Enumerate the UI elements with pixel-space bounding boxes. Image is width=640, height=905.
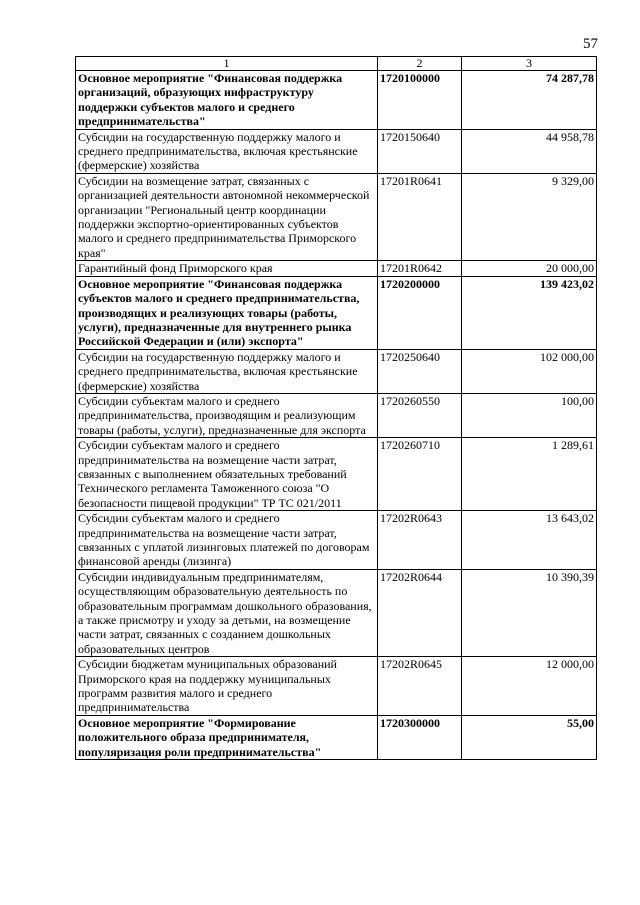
- row-amount: 55,00: [462, 715, 597, 759]
- row-name: Основное мероприятие "Финансовая поддержка субъектов малого и среднего предпринимательства, производящих и реализующих товары (работы, услуги), предназначенные для внутреннего рынка Российской Федерации и (или) экспорта": [76, 276, 378, 349]
- table-row: [76, 438, 597, 511]
- table-row: [76, 511, 597, 570]
- row-code: 1720260710: [378, 438, 462, 511]
- table-row-main-activity: [76, 276, 597, 349]
- row-code: 1720100000: [378, 71, 462, 130]
- row-name: Субсидии бюджетам муниципальных образований Приморского края на поддержку муниципальных программ развития малого и среднего предпринимательства: [76, 657, 378, 716]
- row-code: 1720250640: [378, 349, 462, 393]
- row-amount: 13 643,02: [462, 511, 597, 570]
- table-row: [76, 349, 597, 393]
- row-amount: 139 423,02: [462, 276, 597, 349]
- row-amount: 102 000,00: [462, 349, 597, 393]
- row-amount: 12 000,00: [462, 657, 597, 716]
- row-name: Основное мероприятие "Формирование положительного образа предпринимателя, популяризация роли предпринимательства": [76, 715, 378, 759]
- row-name: Субсидии субъектам малого и среднего предпринимательства на возмещение части затрат, связанных с уплатой лизинговых платежей по договорам финансовой аренды (лизинга): [76, 511, 378, 570]
- row-name: Субсидии субъектам малого и среднего предпринимательства на возмещение части затрат, связанных с выполнением обязательных требований Технического регламента Таможенного союза "О безопасности пищевой продукции" ТР ТС 021/2011: [76, 438, 378, 511]
- row-code: 17202R0643: [378, 511, 462, 570]
- row-name: Основное мероприятие "Финансовая поддержка организаций, образующих инфраструктуру поддержки субъектов малого и среднего предпринимательства": [76, 71, 378, 130]
- table-row: [76, 393, 597, 437]
- table-row-main-activity: [76, 71, 597, 130]
- row-name: Субсидии на возмещение затрат, связанных с организацией деятельности автономной некоммерческой организации "Региональный центр координации поддержки экспортно-ориентированных субъектов малого и среднего предпринимательства Приморского края": [76, 173, 378, 260]
- row-code: 1720200000: [378, 276, 462, 349]
- budget-table: [75, 56, 597, 760]
- table-row: [76, 569, 597, 656]
- column-number-1: 1: [76, 57, 378, 71]
- row-name: Гарантийный фонд Приморского края: [76, 261, 378, 276]
- table-row: [76, 173, 597, 260]
- row-name: Субсидии на государственную поддержку малого и среднего предпринимательства, включая крестьянские (фермерские) хозяйства: [76, 349, 378, 393]
- page-number: 57: [583, 36, 598, 52]
- row-amount: 20 000,00: [462, 261, 597, 276]
- row-code: 1720300000: [378, 715, 462, 759]
- row-name: Субсидии индивидуальным предпринимателям, осуществляющим образовательную деятельность по образовательным программам дошкольного образования, а также присмотру и уходу за детьми, на возмещение части затрат, связанных с созданием дошкольных образовательных центров: [76, 569, 378, 656]
- row-code: 17202R0645: [378, 657, 462, 716]
- row-code: 1720260550: [378, 393, 462, 437]
- table-row-main-activity: [76, 715, 597, 759]
- table-row: [76, 657, 597, 716]
- row-code: 17202R0644: [378, 569, 462, 656]
- row-name: Субсидии на государственную поддержку малого и среднего предпринимательства, включая крестьянские (фермерские) хозяйства: [76, 129, 378, 173]
- row-amount: 10 390,39: [462, 569, 597, 656]
- row-code: 17201R0642: [378, 261, 462, 276]
- column-number-2: 2: [378, 57, 462, 71]
- table-row: [76, 129, 597, 173]
- column-number-row: [76, 57, 597, 71]
- row-amount: 44 958,78: [462, 129, 597, 173]
- row-amount: 9 329,00: [462, 173, 597, 260]
- table-row: [76, 261, 597, 276]
- row-amount: 74 287,78: [462, 71, 597, 130]
- table-body: [76, 57, 597, 760]
- row-code: 17201R0641: [378, 173, 462, 260]
- row-name: Субсидии субъектам малого и среднего предпринимательства, производящим и реализующим товары (работы, услуги), предназначенные для экспорта: [76, 393, 378, 437]
- row-amount: 1 289,61: [462, 438, 597, 511]
- column-number-3: 3: [462, 57, 597, 71]
- row-code: 1720150640: [378, 129, 462, 173]
- row-amount: 100,00: [462, 393, 597, 437]
